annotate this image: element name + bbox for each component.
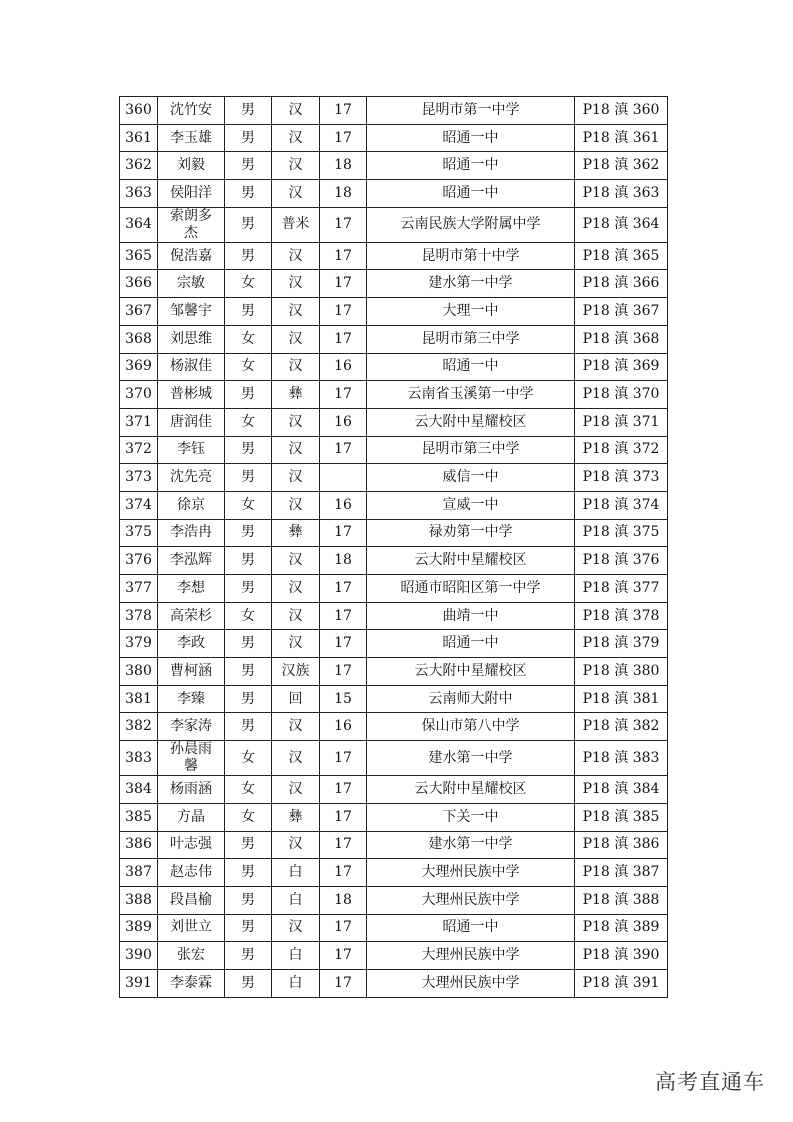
gender-cell: 男 [225,519,272,547]
student-name-cell: 沈先亮 [158,464,225,492]
student-name-cell: 段昌榆 [158,886,225,914]
gender-cell: 女 [225,803,272,831]
row-number-cell: 360 [120,97,158,125]
student-name-cell: 方晶 [158,803,225,831]
ethnicity-cell: 汉 [272,353,320,381]
table-row [120,658,668,686]
gender-cell: 男 [225,124,272,152]
registration-code-cell: P18 滇 360 [575,97,668,125]
student-name-cell: 孙晨雨 馨 [158,741,225,776]
ethnicity-cell: 汉 [272,776,320,804]
row-number-cell: 361 [120,124,158,152]
gender-cell: 男 [225,969,272,997]
school-name-cell: 威信一中 [367,464,575,492]
gender-cell: 男 [225,942,272,970]
ethnicity-cell: 汉 [272,436,320,464]
ethnicity-cell: 汉 [272,124,320,152]
school-name-cell: 昭通一中 [367,152,575,180]
registration-code-cell: P18 滇 384 [575,776,668,804]
student-name-cell: 倪浩嘉 [158,242,225,270]
row-number-cell: 391 [120,969,158,997]
registration-code-cell: P18 滇 362 [575,152,668,180]
table-row [120,298,668,326]
gender-cell: 女 [225,353,272,381]
gender-cell: 男 [225,436,272,464]
school-name-cell: 昆明市第三中学 [367,325,575,353]
row-number-cell: 387 [120,859,158,887]
gender-cell: 男 [225,685,272,713]
gender-cell: 男 [225,914,272,942]
registration-code-cell: P18 滇 366 [575,270,668,298]
ethnicity-cell: 普米 [272,207,320,242]
registration-code-cell: P18 滇 363 [575,180,668,208]
gender-cell: 男 [225,381,272,409]
row-number-cell: 386 [120,831,158,859]
table-row [120,491,668,519]
gender-cell: 女 [225,602,272,630]
school-name-cell: 昭通一中 [367,353,575,381]
registration-code-cell: P18 滇 382 [575,713,668,741]
ethnicity-cell: 汉 [272,602,320,630]
gender-cell: 女 [225,325,272,353]
row-number-cell: 365 [120,242,158,270]
registration-code-cell: P18 滇 385 [575,803,668,831]
student-name-cell: 李钰 [158,436,225,464]
school-name-cell: 大理州民族中学 [367,859,575,887]
ethnicity-cell: 汉 [272,270,320,298]
student-name-cell: 赵志伟 [158,859,225,887]
student-name-cell: 刘思维 [158,325,225,353]
gender-cell: 男 [225,180,272,208]
student-name-cell: 李想 [158,575,225,603]
ethnicity-cell: 汉 [272,464,320,492]
school-name-cell: 保山市第八中学 [367,713,575,741]
table-row [120,547,668,575]
row-number-cell: 370 [120,381,158,409]
table-row [120,180,668,208]
age-cell: 17 [320,658,367,686]
ethnicity-cell: 汉族 [272,658,320,686]
age-cell: 18 [320,152,367,180]
table-row [120,685,668,713]
school-name-cell: 云大附中星耀校区 [367,776,575,804]
ethnicity-cell: 彝 [272,519,320,547]
registration-code-cell: P18 滇 369 [575,353,668,381]
row-number-cell: 366 [120,270,158,298]
table-row [120,124,668,152]
table-row [120,886,668,914]
row-number-cell: 376 [120,547,158,575]
registration-code-cell: P18 滇 389 [575,914,668,942]
table-row [120,859,668,887]
table-row [120,713,668,741]
table-row [120,353,668,381]
student-name-cell: 侯阳洋 [158,180,225,208]
age-cell: 17 [320,575,367,603]
age-cell: 17 [320,942,367,970]
age-cell: 17 [320,803,367,831]
ethnicity-cell: 汉 [272,914,320,942]
ethnicity-cell: 汉 [272,741,320,776]
ethnicity-cell: 汉 [272,298,320,326]
table-row [120,519,668,547]
age-cell: 17 [320,741,367,776]
row-number-cell: 384 [120,776,158,804]
age-cell: 17 [320,602,367,630]
row-number-cell: 383 [120,741,158,776]
age-cell: 17 [320,270,367,298]
table-row [120,325,668,353]
registration-code-cell: P18 滇 361 [575,124,668,152]
age-cell: 18 [320,547,367,575]
school-name-cell: 昭通一中 [367,124,575,152]
table-row [120,776,668,804]
gender-cell: 女 [225,741,272,776]
ethnicity-cell: 汉 [272,180,320,208]
gender-cell: 男 [225,97,272,125]
ethnicity-cell: 汉 [272,491,320,519]
table-row [120,803,668,831]
table-row [120,97,668,125]
registration-code-cell: P18 滇 377 [575,575,668,603]
student-name-cell: 李政 [158,630,225,658]
gender-cell: 女 [225,776,272,804]
student-name-cell: 杨雨涵 [158,776,225,804]
table-row [120,242,668,270]
table-row [120,831,668,859]
row-number-cell: 362 [120,152,158,180]
registration-code-cell: P18 滇 388 [575,886,668,914]
student-name-cell: 索朗多 杰 [158,207,225,242]
table-row [120,408,668,436]
registration-code-cell: P18 滇 391 [575,969,668,997]
table-row [120,207,668,242]
ethnicity-cell: 回 [272,685,320,713]
age-cell: 17 [320,97,367,125]
gender-cell: 男 [225,886,272,914]
age-cell: 17 [320,859,367,887]
student-name-cell: 李家涛 [158,713,225,741]
row-number-cell: 378 [120,602,158,630]
gender-cell: 男 [225,152,272,180]
row-number-cell: 371 [120,408,158,436]
school-name-cell: 昆明市第一中学 [367,97,575,125]
ethnicity-cell: 彝 [272,381,320,409]
school-name-cell: 云大附中星耀校区 [367,408,575,436]
row-number-cell: 368 [120,325,158,353]
student-name-cell: 叶志强 [158,831,225,859]
age-cell: 17 [320,630,367,658]
age-cell: 17 [320,436,367,464]
row-number-cell: 379 [120,630,158,658]
age-cell: 18 [320,180,367,208]
age-cell: 15 [320,685,367,713]
age-cell: 17 [320,519,367,547]
age-cell: 16 [320,713,367,741]
student-name-cell: 宗敏 [158,270,225,298]
gender-cell: 男 [225,575,272,603]
registration-code-cell: P18 滇 365 [575,242,668,270]
registration-code-cell: P18 滇 370 [575,381,668,409]
row-number-cell: 375 [120,519,158,547]
table-row [120,602,668,630]
ethnicity-cell: 汉 [272,325,320,353]
row-number-cell: 369 [120,353,158,381]
gender-cell: 女 [225,491,272,519]
ethnicity-cell: 汉 [272,152,320,180]
table-row [120,575,668,603]
age-cell: 18 [320,886,367,914]
ethnicity-cell: 汉 [272,97,320,125]
row-number-cell: 381 [120,685,158,713]
student-name-cell: 沈竹安 [158,97,225,125]
table-row [120,969,668,997]
table-row [120,630,668,658]
registration-code-cell: P18 滇 364 [575,207,668,242]
table-row [120,464,668,492]
registration-code-cell: P18 滇 380 [575,658,668,686]
row-number-cell: 372 [120,436,158,464]
registration-code-cell: P18 滇 372 [575,436,668,464]
age-cell: 17 [320,298,367,326]
student-name-cell: 高荣杉 [158,602,225,630]
row-number-cell: 374 [120,491,158,519]
row-number-cell: 389 [120,914,158,942]
registration-code-cell: P18 滇 378 [575,602,668,630]
registration-code-cell: P18 滇 387 [575,859,668,887]
registration-code-cell: P18 滇 379 [575,630,668,658]
gender-cell: 男 [225,547,272,575]
school-name-cell: 云南省玉溪第一中学 [367,381,575,409]
student-name-cell: 李泰霖 [158,969,225,997]
row-number-cell: 377 [120,575,158,603]
age-cell: 17 [320,914,367,942]
school-name-cell: 云南师大附中 [367,685,575,713]
registration-code-cell: P18 滇 381 [575,685,668,713]
student-name-cell: 唐润佳 [158,408,225,436]
ethnicity-cell: 汉 [272,242,320,270]
gender-cell: 女 [225,408,272,436]
registration-code-cell: P18 滇 386 [575,831,668,859]
school-name-cell: 云大附中星耀校区 [367,658,575,686]
row-number-cell: 364 [120,207,158,242]
table-row [120,741,668,776]
student-name-cell: 李泓辉 [158,547,225,575]
row-number-cell: 385 [120,803,158,831]
age-cell: 17 [320,242,367,270]
registration-code-cell: P18 滇 375 [575,519,668,547]
age-cell: 17 [320,381,367,409]
table-row [120,381,668,409]
school-name-cell: 曲靖一中 [367,602,575,630]
row-number-cell: 382 [120,713,158,741]
row-number-cell: 390 [120,942,158,970]
school-name-cell: 昭通一中 [367,914,575,942]
school-name-cell: 昭通一中 [367,180,575,208]
student-name-cell: 刘世立 [158,914,225,942]
ethnicity-cell: 白 [272,942,320,970]
school-name-cell: 建水第一中学 [367,741,575,776]
school-name-cell: 下关一中 [367,803,575,831]
student-name-cell: 李玉雄 [158,124,225,152]
school-name-cell: 昭通一中 [367,630,575,658]
school-name-cell: 建水第一中学 [367,831,575,859]
gender-cell: 男 [225,831,272,859]
school-name-cell: 昆明市第三中学 [367,436,575,464]
ethnicity-cell: 白 [272,859,320,887]
student-name-cell: 曹柯涵 [158,658,225,686]
age-cell [320,464,367,492]
gender-cell: 男 [225,464,272,492]
student-name-cell: 刘毅 [158,152,225,180]
ethnicity-cell: 汉 [272,713,320,741]
age-cell: 17 [320,325,367,353]
school-name-cell: 宣威一中 [367,491,575,519]
age-cell: 16 [320,408,367,436]
student-name-cell: 普彬城 [158,381,225,409]
table-row [120,152,668,180]
ethnicity-cell: 汉 [272,575,320,603]
row-number-cell: 388 [120,886,158,914]
ethnicity-cell: 汉 [272,831,320,859]
gender-cell: 男 [225,207,272,242]
gender-cell: 男 [225,713,272,741]
roster-body [120,97,668,998]
row-number-cell: 373 [120,464,158,492]
age-cell: 17 [320,969,367,997]
gender-cell: 男 [225,242,272,270]
age-cell: 16 [320,491,367,519]
school-name-cell: 云南民族大学附属中学 [367,207,575,242]
gender-cell: 男 [225,630,272,658]
registration-code-cell: P18 滇 367 [575,298,668,326]
student-name-cell: 徐京 [158,491,225,519]
school-name-cell: 大理州民族中学 [367,969,575,997]
age-cell: 17 [320,207,367,242]
ethnicity-cell: 彝 [272,803,320,831]
registration-code-cell: P18 滇 374 [575,491,668,519]
student-name-cell: 李浩冉 [158,519,225,547]
gender-cell: 女 [225,270,272,298]
school-name-cell: 云大附中星耀校区 [367,547,575,575]
school-name-cell: 大理州民族中学 [367,942,575,970]
registration-code-cell: P18 滇 376 [575,547,668,575]
registration-code-cell: P18 滇 390 [575,942,668,970]
ethnicity-cell: 白 [272,969,320,997]
gender-cell: 男 [225,658,272,686]
table-row [120,914,668,942]
registration-code-cell: P18 滇 371 [575,408,668,436]
row-number-cell: 367 [120,298,158,326]
age-cell: 16 [320,353,367,381]
table-row [120,942,668,970]
ethnicity-cell: 白 [272,886,320,914]
age-cell: 17 [320,831,367,859]
table-row [120,270,668,298]
school-name-cell: 昆明市第十中学 [367,242,575,270]
age-cell: 17 [320,124,367,152]
school-name-cell: 大理州民族中学 [367,886,575,914]
roster-table [119,96,668,998]
student-name-cell: 邹馨宇 [158,298,225,326]
registration-code-cell: P18 滇 373 [575,464,668,492]
school-name-cell: 昭通市昭阳区第一中学 [367,575,575,603]
watermark-text: 高考直通车 [655,1070,765,1094]
registration-code-cell: P18 滇 368 [575,325,668,353]
student-name-cell: 杨淑佳 [158,353,225,381]
gender-cell: 男 [225,859,272,887]
row-number-cell: 363 [120,180,158,208]
ethnicity-cell: 汉 [272,630,320,658]
school-name-cell: 建水第一中学 [367,270,575,298]
ethnicity-cell: 汉 [272,408,320,436]
student-name-cell: 李臻 [158,685,225,713]
row-number-cell: 380 [120,658,158,686]
age-cell: 17 [320,776,367,804]
registration-code-cell: P18 滇 383 [575,741,668,776]
school-name-cell: 大理一中 [367,298,575,326]
gender-cell: 男 [225,298,272,326]
school-name-cell: 禄劝第一中学 [367,519,575,547]
ethnicity-cell: 汉 [272,547,320,575]
student-name-cell: 张宏 [158,942,225,970]
table-row [120,436,668,464]
